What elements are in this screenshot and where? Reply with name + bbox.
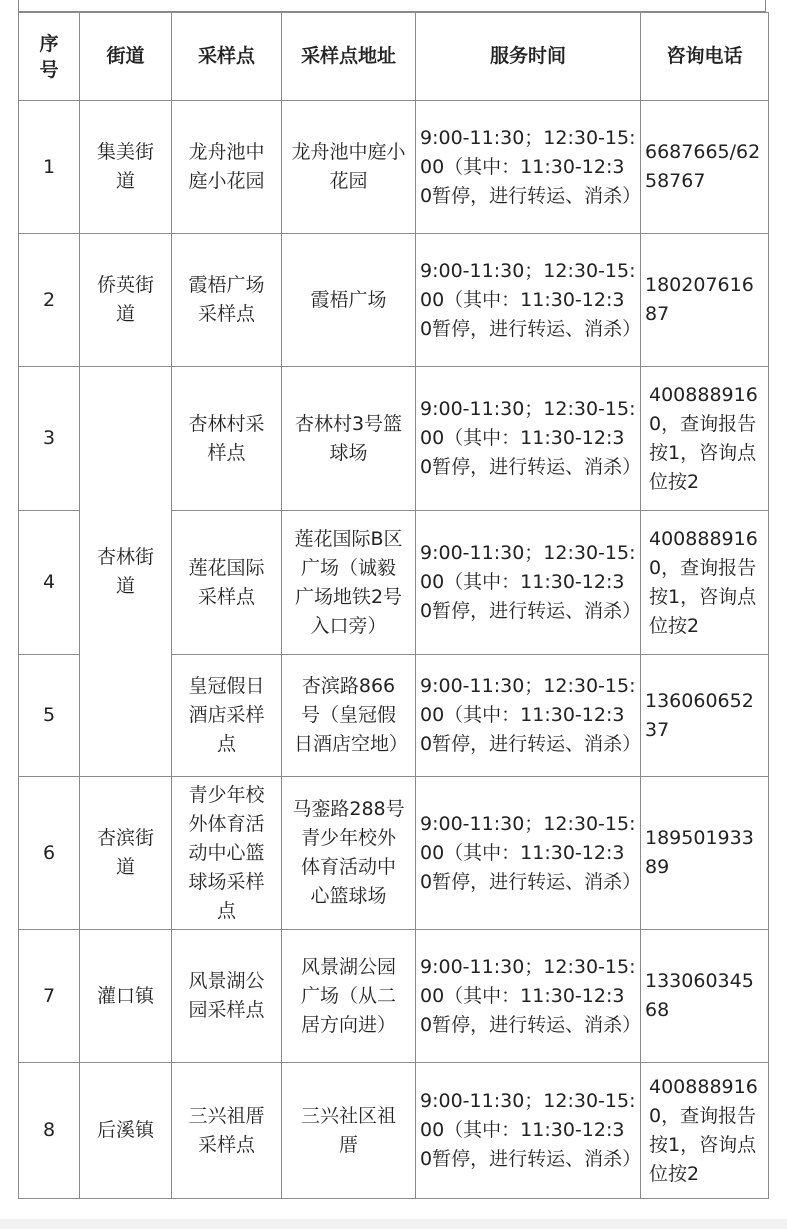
cell-address: 龙舟池中庭小花园 (282, 101, 416, 234)
cell-phone: 4008889160，查询报告按1，咨询点位按2 (641, 511, 769, 655)
cell-no: 8 (19, 1063, 80, 1199)
table-top-edge (18, 0, 766, 12)
header-address: 采样点地址 (282, 13, 416, 101)
header-row (19, 13, 769, 101)
cell-site: 龙舟池中庭小花园 (172, 101, 282, 234)
cell-address: 马銮路288号青少年校外体育活动中心篮球场 (282, 777, 416, 930)
cell-hours: 9:00-11:30；12:30-15:00（其中：11:30-12:30暂停，进行转运、消杀） (416, 930, 641, 1063)
cell-hours: 9:00-11:30；12:30-15:00（其中：11:30-12:30暂停，进行转运、消杀） (416, 367, 641, 511)
table-row (19, 1063, 769, 1199)
cell-no: 1 (19, 101, 80, 234)
cell-street: 杏滨街道 (80, 777, 172, 930)
cell-no: 6 (19, 777, 80, 930)
cell-street: 侨英街道 (80, 234, 172, 367)
cell-site: 风景湖公园采样点 (172, 930, 282, 1063)
cell-site: 莲花国际采样点 (172, 511, 282, 655)
header-site: 采样点 (172, 13, 282, 101)
cell-site: 三兴祖厝采样点 (172, 1063, 282, 1199)
sampling-site-table (18, 12, 769, 1199)
header-phone: 咨询电话 (641, 13, 769, 101)
cell-hours: 9:00-11:30；12:30-15:00（其中：11:30-12:30暂停，进行转运、消杀） (416, 101, 641, 234)
cell-address: 杏林村3号篮球场 (282, 367, 416, 511)
table-row (19, 101, 769, 234)
table-row (19, 777, 769, 930)
cell-hours: 9:00-11:30；12:30-15:00（其中：11:30-12:30暂停，进行转运、消杀） (416, 777, 641, 930)
cell-phone: 4008889160，查询报告按1，咨询点位按2 (641, 367, 769, 511)
cell-no: 7 (19, 930, 80, 1063)
cell-hours: 9:00-11:30；12:30-15:00（其中：11:30-12:30暂停，进行转运、消杀） (416, 655, 641, 777)
cell-address: 杏滨路866号（皇冠假日酒店空地） (282, 655, 416, 777)
header-hours: 服务时间 (416, 13, 641, 101)
cell-hours: 9:00-11:30；12:30-15:00（其中：11:30-12:30暂停，进行转运、消杀） (416, 1063, 641, 1199)
cell-site: 杏林村采样点 (172, 367, 282, 511)
cell-street: 杏林街道 (80, 367, 172, 777)
cell-address: 霞梧广场 (282, 234, 416, 367)
cell-street: 集美街道 (80, 101, 172, 234)
cell-phone: 18950193389 (641, 777, 769, 930)
header-street: 街道 (80, 13, 172, 101)
table-row (19, 930, 769, 1063)
cell-phone: 13306034568 (641, 930, 769, 1063)
cell-phone: 18020761687 (641, 234, 769, 367)
cell-hours: 9:00-11:30；12:30-15:00（其中：11:30-12:30暂停，进行转运、消杀） (416, 511, 641, 655)
cell-phone: 4008889160，查询报告按1，咨询点位按2 (641, 1063, 769, 1199)
cell-street: 后溪镇 (80, 1063, 172, 1199)
header-no: 序号 (19, 13, 80, 101)
cell-no: 3 (19, 367, 80, 511)
cell-address: 莲花国际B区广场（诚毅广场地铁2号入口旁） (282, 511, 416, 655)
cell-no: 2 (19, 234, 80, 367)
cell-no: 4 (19, 511, 80, 655)
cell-site: 霞梧广场采样点 (172, 234, 282, 367)
cell-no: 5 (19, 655, 80, 777)
cell-hours: 9:00-11:30；12:30-15:00（其中：11:30-12:30暂停，进行转运、消杀） (416, 234, 641, 367)
table-row (19, 234, 769, 367)
cell-site: 青少年校外体育活动中心篮球场采样点 (172, 777, 282, 930)
table-row (19, 367, 769, 511)
cell-address: 三兴社区祖厝 (282, 1063, 416, 1199)
cell-site: 皇冠假日酒店采样点 (172, 655, 282, 777)
cell-street: 灌口镇 (80, 930, 172, 1063)
bottom-strip (0, 1219, 787, 1229)
cell-address: 风景湖公园广场（从二居方向进） (282, 930, 416, 1063)
cell-phone: 13606065237 (641, 655, 769, 777)
cell-phone: 6687665/6258767 (641, 101, 769, 234)
